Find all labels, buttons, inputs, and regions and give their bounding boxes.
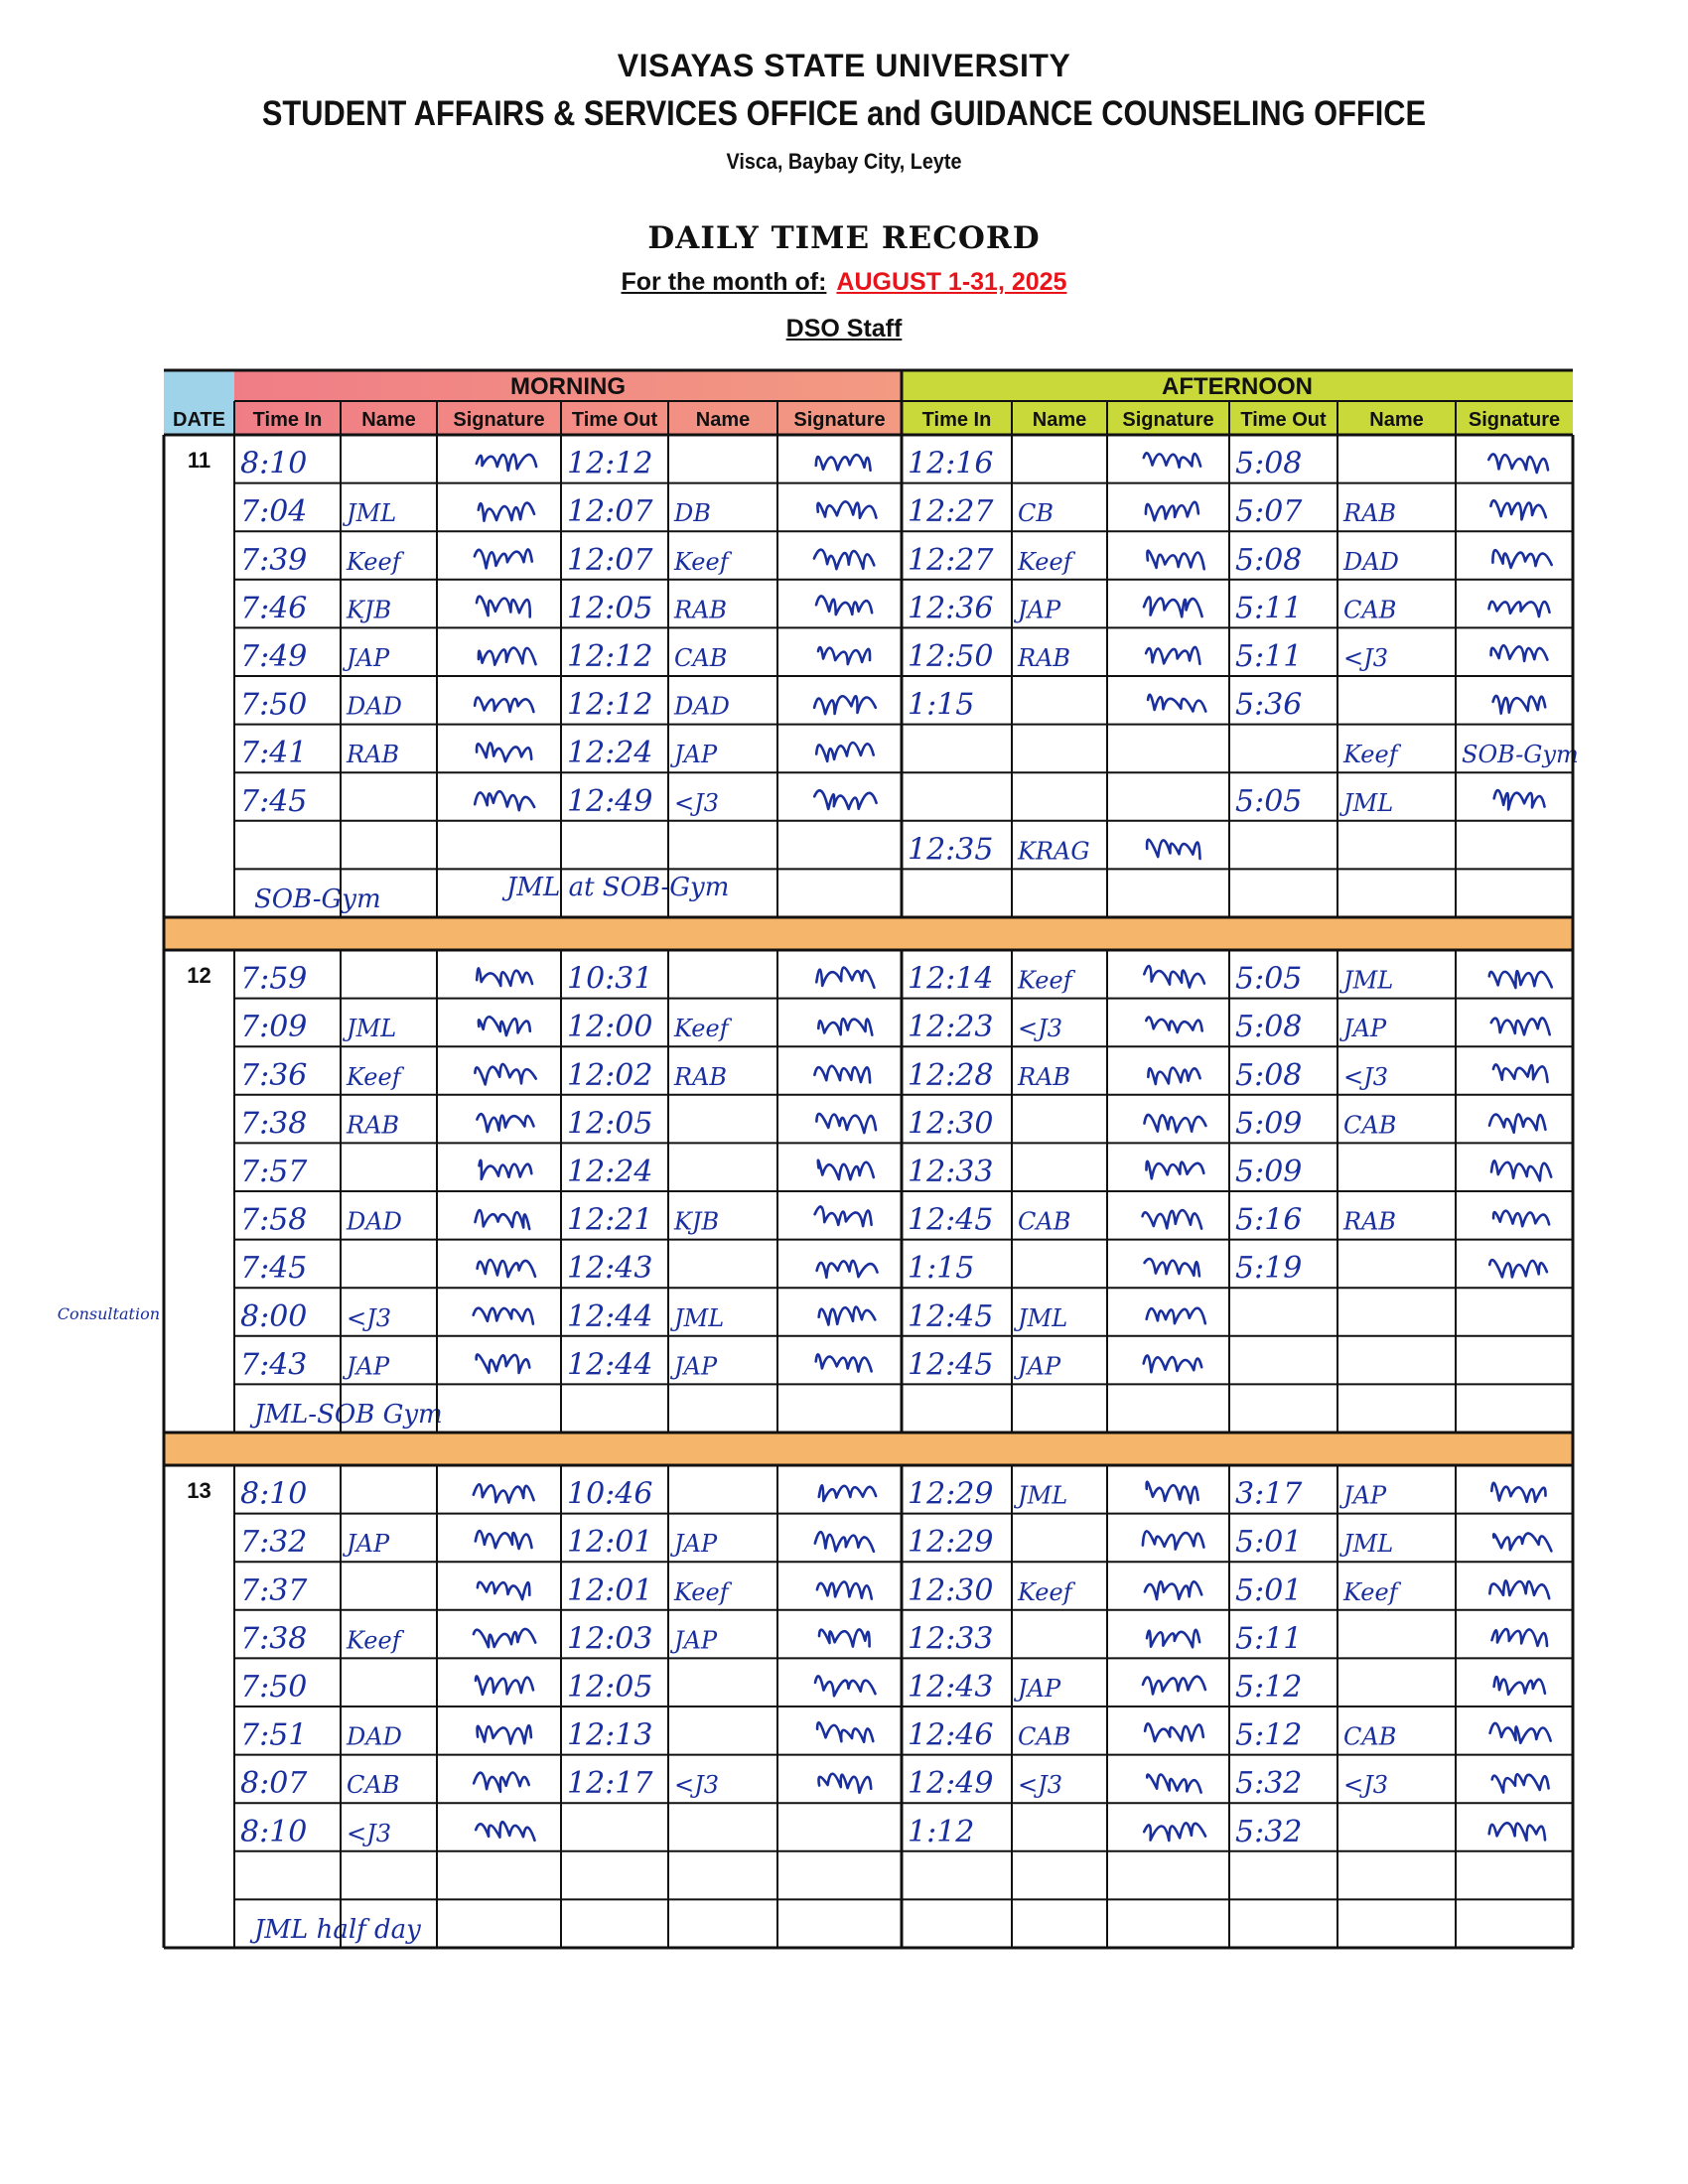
- cell-d11-r3-c4: RAB: [674, 596, 728, 624]
- signature-scribble: [819, 1774, 872, 1793]
- cell-d12-r8-c6: 12:45: [908, 1347, 994, 1383]
- cell-d11-r0-c9: 5:08: [1235, 446, 1303, 481]
- signature-scribble: [479, 503, 534, 521]
- signature-scribble: [1489, 1580, 1549, 1598]
- cell-d13-r0-c3: 10:46: [567, 1476, 653, 1512]
- signature-scribble: [475, 549, 532, 568]
- signature-scribble: [476, 1822, 534, 1841]
- cell-d13-r1-c9: 5:01: [1235, 1525, 1303, 1561]
- cell-d11-r1-c3: 12:07: [567, 494, 653, 530]
- column-header-11: Name: [1369, 409, 1424, 431]
- cell-d13-r5-c10: CAB: [1343, 1722, 1397, 1751]
- cell-d11-r4-c3: 12:12: [567, 639, 653, 674]
- cell-d13-r2-c7: Keef: [1018, 1577, 1072, 1606]
- cell-d12-r3-c3: 12:05: [567, 1106, 653, 1142]
- cell-d12-r5-c1: DAD: [347, 1207, 402, 1236]
- cell-d11-r7-c10: JML: [1343, 788, 1394, 817]
- cell-d13-r6-c4: <J3: [674, 1771, 719, 1800]
- office-name: STUDENT AFFAIRS & SERVICES OFFICE and GUIDANCE COUNSELING OFFICE: [261, 94, 1427, 133]
- signature-scribble: [1143, 1210, 1202, 1229]
- cell-d13-r4-c3: 12:05: [567, 1670, 653, 1705]
- signature-scribble: [1489, 1114, 1545, 1132]
- cell-d13-r1-c1: JAP: [347, 1530, 390, 1559]
- month-value: AUGUST 1-31, 2025: [836, 268, 1067, 296]
- cell-d13-r1-c10: JML: [1343, 1530, 1394, 1559]
- signature-scribble: [814, 790, 876, 809]
- date-11: 11: [187, 448, 211, 473]
- signature-scribble: [1147, 1308, 1205, 1323]
- cell-d11-r1-c9: 5:07: [1235, 494, 1303, 530]
- cell-d12-r0-c7: Keef: [1018, 966, 1072, 995]
- cell-d11-r5-c3: 12:12: [567, 687, 653, 723]
- signature-scribble: [477, 743, 531, 761]
- cell-d11-r3-c7: JAP: [1018, 596, 1061, 624]
- cell-d11-r1-c1: JML: [347, 499, 397, 528]
- signature-scribble: [1144, 1823, 1205, 1841]
- signature-scribble: [1493, 1534, 1551, 1552]
- signature-scribble: [817, 1722, 873, 1742]
- cell-d12-r7-c4: JML: [674, 1303, 725, 1332]
- cell-d11-r3-c3: 12:05: [567, 591, 653, 626]
- cell-d12-r3-c10: CAB: [1343, 1111, 1397, 1140]
- cell-d13-r5-c6: 12:46: [908, 1717, 994, 1753]
- cell-d13-r4-c9: 5:12: [1235, 1670, 1303, 1705]
- signature-scribble: [475, 1064, 535, 1085]
- cell-d11-r3-c10: CAB: [1343, 596, 1397, 624]
- cell-d13-r0-c9: 3:17: [1235, 1476, 1303, 1512]
- signature-scribble: [817, 1581, 872, 1598]
- signature-scribble: [474, 1484, 534, 1502]
- cell-d13-r4-c7: JAP: [1018, 1675, 1061, 1703]
- signature-scribble: [816, 743, 874, 761]
- signature-scribble: [479, 1017, 530, 1035]
- cell-d12-r2-c7: RAB: [1018, 1062, 1071, 1091]
- signature-scribble: [816, 596, 872, 614]
- signature-scribble: [1492, 1629, 1548, 1646]
- signature-scribble: [816, 1354, 872, 1371]
- cell-d12-r6-c0: 7:45: [240, 1251, 308, 1287]
- cell-d12-r5-c3: 12:21: [567, 1202, 653, 1238]
- signature-scribble: [817, 1261, 878, 1278]
- signature-scribble: [1492, 1774, 1549, 1792]
- cell-d13-r5-c9: 5:12: [1235, 1717, 1303, 1753]
- signature-scribble: [477, 597, 530, 617]
- cell-d13-r1-c0: 7:32: [240, 1525, 308, 1561]
- signature-scribble: [816, 1114, 876, 1133]
- day-note: JML half day: [254, 1915, 421, 1945]
- cell-d11-r2-c6: 12:27: [908, 542, 994, 578]
- university-name: VISAYAS STATE UNIVERSITY: [617, 48, 1071, 83]
- signature-scribble: [477, 1114, 533, 1132]
- signature-scribble: [818, 647, 870, 664]
- cell-d12-r5-c0: 7:58: [240, 1202, 308, 1238]
- signature-scribble: [814, 550, 874, 570]
- cell-d11-r6-c3: 12:24: [567, 736, 653, 771]
- signature-scribble: [818, 1019, 872, 1034]
- signature-scribble: [475, 698, 533, 712]
- signature-scribble: [1491, 1483, 1545, 1502]
- cell-d12-r6-c9: 5:19: [1235, 1251, 1303, 1287]
- signature-scribble: [1493, 1211, 1549, 1227]
- cell-d13-r5-c1: DAD: [347, 1722, 402, 1751]
- column-header-1: Time In: [252, 409, 323, 431]
- cell-d13-r6-c9: 5:32: [1235, 1766, 1303, 1802]
- cell-d11-r3-c9: 5:11: [1235, 591, 1303, 626]
- signature-scribble: [1145, 1259, 1199, 1276]
- cell-d13-r0-c10: JAP: [1343, 1481, 1387, 1510]
- signature-scribble: [1147, 1630, 1199, 1647]
- signature-scribble: [819, 1629, 870, 1646]
- cell-d11-r7-c0: 7:45: [240, 783, 308, 819]
- cell-d11-r4-c1: JAP: [347, 644, 390, 672]
- signature-scribble: [1491, 1018, 1550, 1034]
- signature-scribble: [815, 1676, 876, 1696]
- signature-scribble: [1147, 1482, 1198, 1503]
- cell-d12-r5-c9: 5:16: [1235, 1202, 1303, 1238]
- signature-scribble: [1147, 840, 1199, 859]
- cell-d12-r1-c1: JML: [347, 1015, 397, 1043]
- column-header-6: Signature: [793, 409, 886, 431]
- cell-d12-r3-c9: 5:09: [1235, 1106, 1303, 1142]
- cell-d11-r2-c9: 5:08: [1235, 542, 1303, 578]
- signature-scribble: [1490, 500, 1546, 519]
- cell-d12-r1-c4: Keef: [674, 1015, 729, 1043]
- signature-scribble: [1147, 551, 1203, 569]
- cell-d13-r3-c3: 12:03: [567, 1621, 653, 1657]
- cell-d11-r1-c7: CB: [1018, 499, 1054, 528]
- signature-scribble: [478, 1582, 529, 1599]
- cell-d12-r0-c10: JML: [1343, 966, 1394, 995]
- signature-scribble: [817, 501, 876, 518]
- signature-scribble: [819, 1307, 876, 1325]
- signature-scribble: [1488, 454, 1548, 473]
- cell-d11-r7-c9: 5:05: [1235, 783, 1303, 819]
- cell-d11-r2-c0: 7:39: [240, 542, 308, 578]
- cell-d12-r6-c3: 12:43: [567, 1251, 653, 1287]
- cell-d13-r4-c6: 12:43: [908, 1670, 994, 1705]
- cell-d12-r3-c1: RAB: [347, 1111, 400, 1140]
- cell-d12-r1-c6: 12:23: [908, 1010, 994, 1045]
- signature-scribble: [480, 1160, 532, 1179]
- cell-d11-r6-c1: RAB: [347, 741, 400, 769]
- cell-d11-r2-c4: Keef: [674, 547, 729, 576]
- signature-scribble: [1148, 1068, 1199, 1084]
- cell-d13-r2-c4: Keef: [674, 1577, 729, 1606]
- cell-d11-r1-c0: 7:04: [240, 494, 308, 530]
- cell-d12-r7-c3: 12:44: [567, 1298, 653, 1334]
- cell-d13-r4-c0: 7:50: [240, 1670, 308, 1705]
- day-note: SOB-Gym: [254, 885, 381, 914]
- cell-d12-r7-c0: 8:00: [240, 1298, 308, 1334]
- cell-d12-r2-c1: Keef: [347, 1062, 401, 1091]
- cell-d13-r6-c1: CAB: [347, 1771, 400, 1800]
- signature-scribble: [1145, 1723, 1203, 1741]
- column-header-0: DATE: [173, 409, 225, 431]
- cell-d13-r6-c7: <J3: [1018, 1771, 1062, 1800]
- signature-scribble: [477, 455, 536, 471]
- signature-scribble: [816, 455, 871, 471]
- cell-d12-r3-c0: 7:38: [240, 1106, 308, 1142]
- column-header-8: Name: [1032, 409, 1087, 431]
- signature-scribble: [818, 1160, 874, 1179]
- cell-d13-r7-c6: 1:12: [908, 1814, 975, 1849]
- cell-d11-r7-c4: <J3: [674, 788, 719, 817]
- cell-d13-r3-c9: 5:11: [1235, 1621, 1303, 1657]
- column-header-5: Name: [695, 409, 751, 431]
- signature-scribble: [479, 648, 536, 665]
- signature-scribble: [1145, 1115, 1206, 1132]
- column-header-2: Name: [361, 409, 416, 431]
- cell-d11-r4-c9: 5:11: [1235, 639, 1303, 674]
- cell-d13-r2-c6: 12:30: [908, 1572, 994, 1608]
- signature-scribble: [475, 791, 534, 810]
- signature-scribble: [816, 968, 874, 988]
- cell-d13-r1-c4: JAP: [674, 1530, 718, 1559]
- signature-scribble: [1493, 1064, 1548, 1082]
- signature-scribble: [477, 1354, 530, 1373]
- cell-d13-r7-c9: 5:32: [1235, 1814, 1303, 1849]
- signature-scribble: [1146, 647, 1199, 664]
- cell-d13-r3-c6: 12:33: [908, 1621, 994, 1657]
- signature-scribble: [1144, 453, 1200, 467]
- signature-scribble: [815, 1206, 872, 1226]
- cell-d13-r2-c3: 12:01: [567, 1572, 653, 1608]
- cell-d12-r1-c7: <J3: [1018, 1015, 1062, 1043]
- cell-d13-r0-c6: 12:29: [908, 1476, 994, 1512]
- signature-scribble: [1146, 502, 1198, 521]
- cell-d11-r5-c6: 1:15: [908, 687, 975, 723]
- signature-scribble: [1147, 1775, 1200, 1793]
- cell-d12-r2-c0: 7:36: [240, 1057, 308, 1093]
- cell-d11-r7-c3: 12:49: [567, 783, 653, 819]
- cell-d12-r0-c0: 7:59: [240, 961, 308, 997]
- signature-scribble: [1494, 790, 1545, 809]
- signature-scribble: [814, 1066, 870, 1083]
- signature-scribble: [819, 1485, 876, 1501]
- cell-d12-r5-c4: KJB: [674, 1207, 720, 1236]
- cell-d12-r5-c6: 12:45: [908, 1202, 994, 1238]
- cell-d13-r6-c10: <J3: [1343, 1771, 1388, 1800]
- cell-d12-r1-c0: 7:09: [240, 1010, 308, 1045]
- signature-scribble: [1494, 1677, 1545, 1695]
- cell-d11-r0-c0: 8:10: [240, 446, 308, 481]
- cell-d11-r6-c10: Keef: [1343, 741, 1398, 769]
- cell-d11-r2-c7: Keef: [1018, 547, 1072, 576]
- afternoon-band-label: AFTERNOON: [1162, 373, 1313, 400]
- cell-d11-r6-c0: 7:41: [240, 736, 308, 771]
- cell-d13-r6-c0: 8:07: [240, 1766, 308, 1802]
- cell-d11-r1-c10: RAB: [1343, 499, 1397, 528]
- cell-d13-r3-c0: 7:38: [240, 1621, 308, 1657]
- signature-scribble: [1489, 971, 1552, 988]
- cell-d12-r2-c10: <J3: [1343, 1062, 1388, 1091]
- cell-d12-r2-c4: RAB: [674, 1062, 728, 1091]
- signature-scribble: [1491, 645, 1548, 661]
- column-header-7: Time In: [921, 409, 992, 431]
- cell-d11-r6-c11: SOB-Gym: [1462, 741, 1579, 769]
- signature-scribble: [1489, 1823, 1545, 1841]
- signature-scribble: [476, 1676, 533, 1694]
- cell-d12-r2-c9: 5:08: [1235, 1057, 1303, 1093]
- office-address: Visca, Baybay City, Leyte: [726, 149, 962, 174]
- cell-d13-r2-c10: Keef: [1343, 1577, 1398, 1606]
- cell-d13-r0-c7: JML: [1018, 1481, 1068, 1510]
- signature-scribble: [474, 1308, 533, 1324]
- cell-d12-r7-c7: JML: [1018, 1303, 1068, 1332]
- cell-d11-r0-c6: 12:16: [908, 446, 994, 481]
- cell-d11-r3-c0: 7:46: [240, 591, 308, 626]
- cell-d12-r8-c7: JAP: [1018, 1352, 1061, 1381]
- cell-d12-r8-c0: 7:43: [240, 1347, 308, 1383]
- cell-d12-r0-c9: 5:05: [1235, 961, 1303, 997]
- cell-d13-r2-c9: 5:01: [1235, 1572, 1303, 1608]
- signature-scribble: [1489, 1260, 1547, 1277]
- cell-d12-r0-c6: 12:14: [908, 961, 994, 997]
- cell-d12-r1-c10: JAP: [1343, 1015, 1387, 1043]
- signature-scribble: [474, 1629, 535, 1647]
- cell-d13-r3-c4: JAP: [674, 1626, 718, 1655]
- cell-d12-r7-c1: <J3: [347, 1303, 391, 1332]
- signature-scribble: [1148, 695, 1205, 712]
- cell-d13-r2-c0: 7:37: [240, 1572, 308, 1608]
- cell-d13-r6-c3: 12:17: [567, 1766, 653, 1802]
- cell-d12-r2-c6: 12:28: [908, 1057, 994, 1093]
- staff-label: DSO Staff: [785, 315, 903, 342]
- column-header-9: Signature: [1122, 409, 1214, 431]
- signature-scribble: [1490, 1723, 1551, 1743]
- cell-d11-r0-c3: 12:12: [567, 446, 653, 481]
- cell-d12-r0-c3: 10:31: [567, 961, 653, 997]
- signature-scribble: [1144, 1355, 1202, 1372]
- cell-d12-r2-c3: 12:02: [567, 1057, 653, 1093]
- cell-d13-r6-c6: 12:49: [908, 1766, 994, 1802]
- cell-d13-r5-c3: 12:13: [567, 1717, 653, 1753]
- signature-scribble: [814, 696, 876, 714]
- cell-d11-r2-c10: DAD: [1343, 547, 1399, 576]
- cell-d11-r5-c4: DAD: [674, 692, 730, 721]
- cell-d12-r1-c3: 12:00: [567, 1010, 653, 1045]
- cell-d12-r8-c3: 12:44: [567, 1347, 653, 1383]
- signature-scribble: [1144, 966, 1204, 988]
- date-12: 12: [187, 963, 211, 988]
- cell-d11-r6-c4: JAP: [674, 741, 718, 769]
- cell-d11-r3-c1: KJB: [347, 596, 392, 624]
- cell-d12-r3-c6: 12:30: [908, 1106, 994, 1142]
- cell-d11-r1-c4: DB: [674, 499, 711, 528]
- cell-d12-r8-c4: JAP: [674, 1352, 718, 1381]
- cell-d11-r4-c4: CAB: [674, 644, 728, 672]
- cell-d11-r8-c6: 12:35: [908, 832, 994, 868]
- cell-d13-r5-c0: 7:51: [240, 1717, 308, 1753]
- date-13: 13: [187, 1478, 211, 1503]
- cell-d11-r4-c0: 7:49: [240, 639, 308, 674]
- document-title: DAILY TIME RECORD: [647, 220, 1041, 256]
- day-note: JML-SOB Gym: [254, 1400, 443, 1430]
- cell-d13-r7-c1: <J3: [347, 1819, 391, 1847]
- signature-scribble: [474, 1772, 529, 1791]
- cell-d13-r1-c6: 12:29: [908, 1525, 994, 1561]
- signature-scribble: [1143, 1677, 1205, 1695]
- day-note-2: JML at SOB-Gym: [506, 873, 730, 902]
- cell-d12-r1-c9: 5:08: [1235, 1010, 1303, 1045]
- signature-scribble: [476, 1210, 530, 1229]
- column-header-12: Signature: [1468, 409, 1561, 431]
- cell-d13-r5-c7: CAB: [1018, 1722, 1071, 1751]
- side-note: Consultation: [57, 1304, 160, 1324]
- cell-d12-r4-c9: 5:09: [1235, 1155, 1303, 1189]
- cell-d13-r7-c0: 8:10: [240, 1814, 308, 1849]
- signature-scribble: [815, 1532, 874, 1552]
- signature-scribble: [1492, 550, 1551, 568]
- signature-scribble: [1489, 602, 1550, 616]
- signature-scribble: [1491, 1160, 1551, 1180]
- cell-d12-r5-c7: CAB: [1018, 1207, 1071, 1236]
- cell-d11-r2-c1: Keef: [347, 547, 401, 576]
- signature-scribble: [1143, 1531, 1204, 1549]
- cell-d11-r4-c6: 12:50: [908, 639, 994, 674]
- cell-d11-r2-c3: 12:07: [567, 542, 653, 578]
- cell-d12-r4-c6: 12:33: [908, 1155, 994, 1189]
- cell-d11-r5-c9: 5:36: [1235, 687, 1303, 723]
- cell-d13-r3-c1: Keef: [347, 1626, 401, 1655]
- cell-d11-r4-c10: <J3: [1343, 644, 1388, 672]
- cell-d11-r8-c7: KRAG: [1018, 837, 1090, 866]
- signature-scribble: [476, 1531, 532, 1549]
- column-header-3: Signature: [453, 409, 545, 431]
- cell-d12-r4-c0: 7:57: [240, 1155, 308, 1189]
- cell-d12-r4-c3: 12:24: [567, 1155, 653, 1189]
- cell-d12-r5-c10: RAB: [1343, 1207, 1397, 1236]
- signature-scribble: [1147, 1161, 1204, 1178]
- cell-d11-r3-c6: 12:36: [908, 591, 994, 626]
- month-label: For the month of:: [621, 268, 827, 296]
- signature-scribble: [1493, 696, 1546, 714]
- cell-d13-r0-c0: 8:10: [240, 1476, 308, 1512]
- cell-d11-r4-c7: RAB: [1018, 644, 1071, 672]
- day-separator: [164, 917, 1573, 950]
- cell-d11-r5-c1: DAD: [347, 692, 402, 721]
- morning-band-label: MORNING: [510, 373, 626, 400]
- cell-d11-r5-c0: 7:50: [240, 687, 308, 723]
- cell-d12-r7-c6: 12:45: [908, 1298, 994, 1334]
- column-header-4: Time Out: [571, 409, 658, 431]
- signature-scribble: [477, 968, 532, 986]
- cell-d13-r1-c3: 12:01: [567, 1525, 653, 1561]
- column-header-10: Time Out: [1240, 409, 1327, 431]
- day-separator: [164, 1433, 1573, 1465]
- signature-scribble: [1146, 1018, 1201, 1032]
- signature-scribble: [478, 1260, 535, 1277]
- signature-scribble: [478, 1725, 531, 1743]
- signature-scribble: [1145, 1581, 1201, 1599]
- cell-d12-r6-c6: 1:15: [908, 1251, 975, 1287]
- cell-d11-r1-c6: 12:27: [908, 494, 994, 530]
- cell-d12-r8-c1: JAP: [347, 1352, 390, 1381]
- signature-scribble: [1144, 598, 1202, 617]
